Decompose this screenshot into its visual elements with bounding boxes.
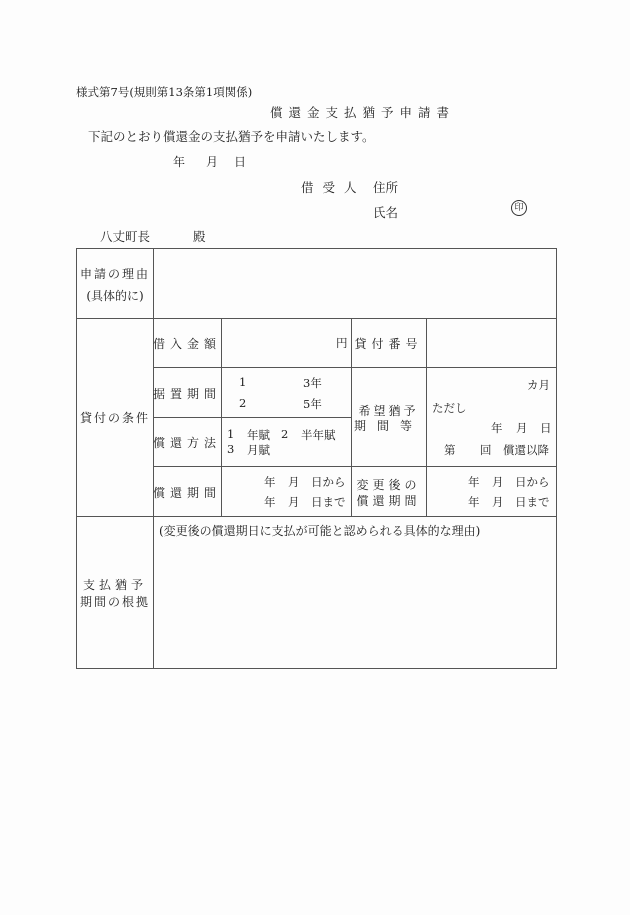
intro-text: 下記のとおり償還金の支払猶予を申請いたします。 [88, 129, 375, 144]
addressee: 八丈町長 [100, 229, 151, 244]
changed-from-month: 月 [492, 475, 504, 489]
date-year: 年 [173, 155, 186, 169]
repayment-to-month: 月 [288, 495, 300, 509]
grace-date-year: 年 [491, 421, 503, 435]
changed-period-sublabel: 償還期間 [356, 494, 421, 508]
grace-date-day: 日 [540, 421, 552, 435]
deferment-option-2-value: 5年 [303, 397, 322, 411]
reason-field[interactable] [156, 251, 554, 316]
divider [153, 466, 557, 467]
changed-from-day: 日から [515, 475, 550, 489]
deferment-option-2-num[interactable]: 2 [239, 396, 247, 410]
grace-proviso: ただし [432, 401, 467, 415]
date-day: 日 [234, 155, 247, 169]
grace-installment-prefix: 第 [444, 443, 456, 457]
basis-field[interactable] [156, 540, 554, 666]
basis-label: 支払猶予 [82, 578, 147, 592]
changed-period-label: 変更後の [356, 478, 421, 492]
repayment-to-year: 年 [264, 495, 276, 509]
repayment-from-day: 日から [311, 475, 346, 489]
borrower-label: 借受人 [301, 180, 366, 195]
reason-sublabel: (具体的に) [86, 289, 144, 303]
loan-amount-field[interactable] [224, 321, 334, 365]
repayment-option-3-num[interactable]: 3 [227, 442, 235, 456]
deferment-option-1-value: 3年 [303, 376, 322, 390]
repayment-option-2-value: 半年賦 [301, 428, 336, 442]
repayment-method-label: 償還方法 [153, 436, 222, 450]
divider [221, 318, 222, 516]
page-title: 償還金支払猶予申請書 [270, 105, 456, 120]
seal-icon: 印 [511, 200, 527, 216]
name-field[interactable] [405, 201, 505, 219]
basis-hint: (変更後の償還期日に支払が可能と認められる具体的な理由) [159, 524, 481, 538]
repayment-option-1-value: 年賦 [247, 428, 270, 442]
changed-from-year: 年 [468, 475, 480, 489]
grace-date-month: 月 [516, 421, 528, 435]
loan-conditions-label: 貸付の条件 [79, 411, 150, 425]
name-label: 氏名 [373, 205, 399, 220]
divider [76, 516, 557, 517]
repayment-from-year: 年 [264, 475, 276, 489]
deferment-period-label: 据置期間 [153, 387, 222, 401]
divider [76, 318, 557, 319]
address-label: 住所 [373, 180, 399, 195]
address-field[interactable] [405, 176, 545, 194]
repayment-option-2-num[interactable]: 2 [281, 427, 289, 441]
repayment-period-label: 償還期間 [153, 486, 222, 500]
repayment-to-day: 日まで [311, 495, 346, 509]
divider [153, 367, 557, 368]
date-month: 月 [206, 155, 219, 169]
grace-installment-after: 償還以降 [503, 443, 549, 457]
loan-number-field[interactable] [429, 321, 554, 365]
loan-amount-label: 借入金額 [153, 337, 222, 351]
requested-grace-sublabel: 期間等 [353, 419, 423, 433]
form-id: 様式第7号(規則第13条第1項関係) [76, 85, 253, 99]
deferment-option-1-num[interactable]: 1 [239, 375, 247, 389]
grace-months-unit: カ月 [527, 378, 550, 392]
yen-unit: 円 [336, 336, 348, 350]
repayment-option-1-num[interactable]: 1 [227, 427, 235, 441]
honorific: 殿 [193, 229, 206, 244]
loan-number-label: 貸付番号 [354, 337, 423, 351]
changed-to-day: 日まで [515, 495, 550, 509]
changed-to-year: 年 [468, 495, 480, 509]
changed-to-month: 月 [492, 495, 504, 509]
requested-grace-label: 希望猶予 [358, 404, 419, 418]
divider [153, 417, 351, 418]
grace-installment-suffix: 回 [480, 443, 492, 457]
basis-sublabel: 期間の根拠 [79, 595, 150, 609]
reason-label: 申請の理由 [79, 267, 150, 281]
repayment-option-3-value: 月賦 [247, 443, 270, 457]
divider [426, 318, 427, 516]
repayment-from-month: 月 [288, 475, 300, 489]
